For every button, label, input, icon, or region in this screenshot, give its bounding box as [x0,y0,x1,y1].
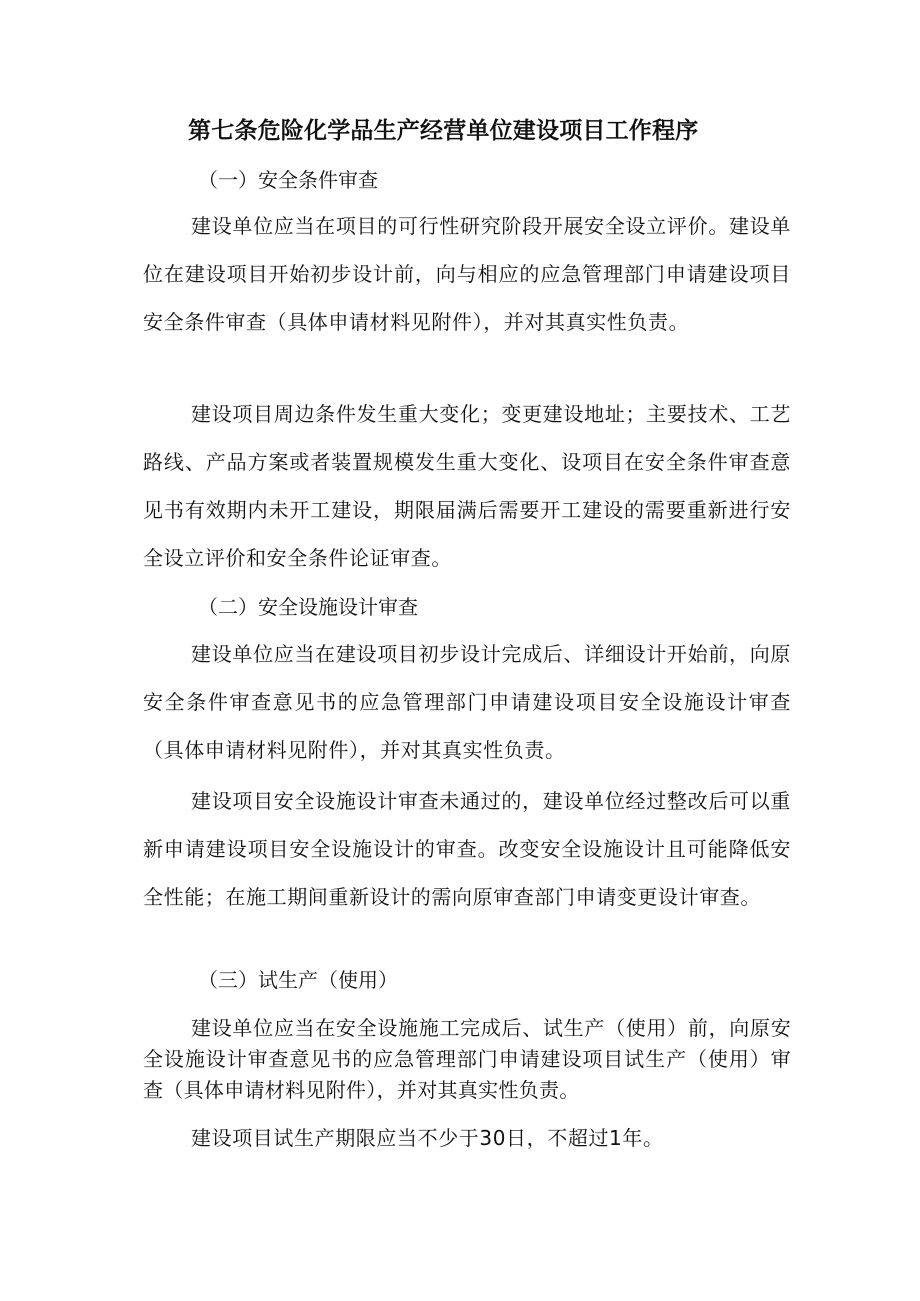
paragraph: 建设单位应当在建设项目初步设计完成后、详细设计开始前，向原安全条件审查意见书的应急管理部门申请建设项目安全设施设计审查（具体申请材料见附件），并对其真实性负责。 [143,642,791,762]
paragraph: 建设单位应当在安全设施施工完成后、试生产（使用）前，向原安全设施设计审查意见书的应急管理部门申请建设项目试生产（使用）审查（具体申请材料见附件），并对其真实性负责。 [143,1016,791,1102]
document-title: 第七条危险化学品生产经营单位建设项目工作程序 [188,118,699,144]
paragraph: 建设项目试生产期限应当不少于30日，不超过1年。 [191,1126,664,1150]
paragraph: 建设单位应当在项目的可行性研究阶段开展安全设立评价。建设单位在建设项目开始初步设计前，向与相应的应急管理部门申请建设项目安全条件审查（具体申请材料见附件），并对其真实性负责。 [143,214,791,334]
paragraph: 建设项目安全设施设计审查未通过的，建设单位经过整改后可以重新申请建设项目安全设施设计的审查。改变安全设施设计且可能降低安全性能；在施工期间重新设计的需向原审查部门申请变更设计审查。 [143,789,791,909]
section-heading-trial-production: （三）试生产（使用） [198,968,398,992]
section-heading-safety-facility-design: （二）安全设施设计审查 [198,595,418,619]
section-heading-safety-conditions: （一）安全条件审查 [198,168,378,192]
paragraph: 建设项目周边条件发生重大变化；变更建设地址；主要技术、工艺路线、产品方案或者装置规模发生重大变化、设项目在安全条件审查意见书有效期内未开工建设，期限届满后需要开工建设的需要重新进行安全设立评价和安全条件论证审查。 [143,402,791,570]
